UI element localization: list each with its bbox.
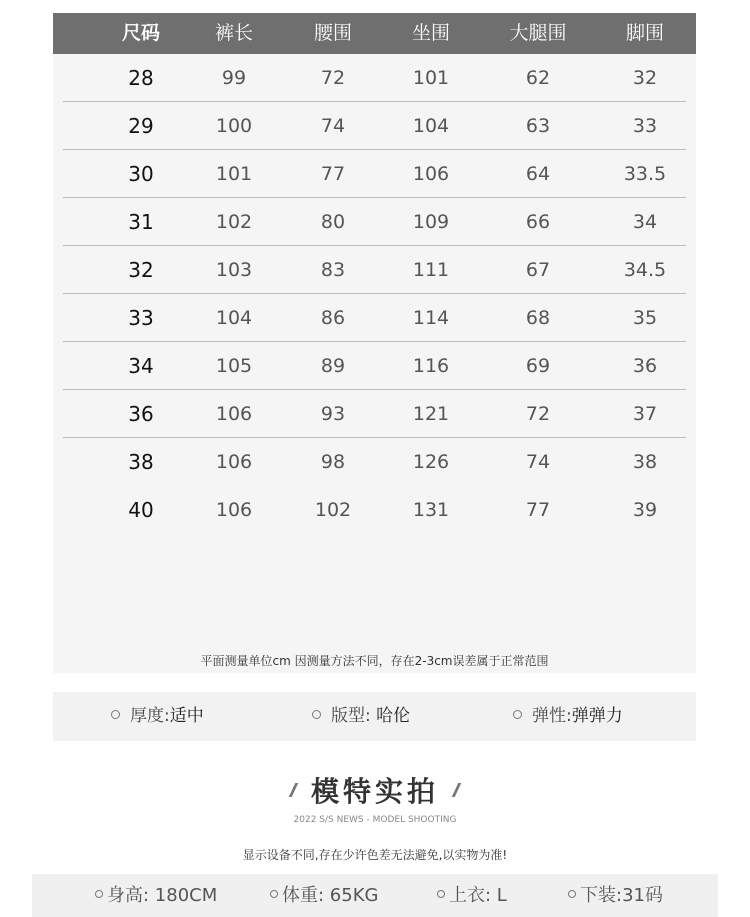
cell-hip: 126: [412, 451, 450, 473]
model-stat-bottom: [568, 874, 663, 917]
cell-waist: 77: [320, 163, 346, 185]
cell-length: 106: [215, 403, 253, 425]
cell-size: 36: [128, 402, 154, 426]
cell-length: 105: [215, 355, 253, 377]
cell-size: 29: [128, 114, 154, 138]
cell-hip: 116: [412, 355, 450, 377]
table-row: [53, 486, 696, 534]
attribute-fit: [312, 692, 410, 741]
table-row: [53, 390, 696, 438]
table-row: [53, 150, 696, 198]
cell-size: 30: [128, 162, 154, 186]
attribute-value: 哈伦: [376, 706, 411, 726]
attribute-value: 适中: [169, 706, 204, 726]
cell-length: 104: [215, 307, 253, 329]
cell-hem: 32: [632, 67, 658, 89]
model-stat-height: [95, 874, 217, 917]
color-disclaimer: 显示设备不同,存在少许色差无法避免,以实物为准!: [242, 848, 508, 862]
cell-thigh: 63: [525, 115, 551, 137]
cell-length: 101: [215, 163, 253, 185]
table-row: [53, 438, 696, 486]
stat-label: 下装:: [580, 885, 623, 906]
cell-size: 40: [128, 498, 154, 522]
measurement-note: 平面测量单位cm 因测量方法不同，存在2-3cm误差属于正常范围: [200, 654, 549, 668]
cell-waist: 98: [320, 451, 346, 473]
circle-bullet-icon: [111, 710, 120, 719]
size-chart-header: [53, 13, 696, 54]
attribute-label: 版型:: [331, 706, 377, 726]
cell-thigh: 72: [525, 403, 551, 425]
cell-length: 106: [215, 499, 253, 521]
cell-hem: 34.5: [623, 259, 667, 281]
fabric-attributes-bar: [53, 692, 696, 741]
model-stat-top: [437, 874, 507, 917]
model-stats-bar: [32, 874, 718, 917]
cell-thigh: 68: [525, 307, 551, 329]
model-section-title: [0, 770, 750, 810]
cell-hip: 121: [412, 403, 450, 425]
cell-waist: 86: [320, 307, 346, 329]
table-row: [53, 246, 696, 294]
cell-hem: 37: [632, 403, 658, 425]
cell-hem: 39: [632, 499, 658, 521]
header-hip: 坐围: [411, 22, 451, 44]
cell-size: 32: [128, 258, 154, 282]
cell-waist: 93: [320, 403, 346, 425]
cell-length: 103: [215, 259, 253, 281]
table-row: [53, 198, 696, 246]
stat-value: 180CM: [154, 885, 218, 906]
cell-length: 100: [215, 115, 253, 137]
circle-bullet-icon: [270, 890, 278, 898]
header-length: 裤长: [214, 22, 254, 44]
stat-value: L: [496, 885, 507, 906]
cell-waist: 102: [314, 499, 352, 521]
cell-hem: 35: [632, 307, 658, 329]
cell-thigh: 77: [525, 499, 551, 521]
table-row: [53, 342, 696, 390]
attribute-elasticity: [513, 692, 623, 741]
circle-bullet-icon: [513, 710, 522, 719]
cell-hem: 38: [632, 451, 658, 473]
cell-length: 102: [215, 211, 253, 233]
cell-hip: 111: [412, 259, 450, 281]
table-row: [53, 54, 696, 102]
cell-hip: 114: [412, 307, 450, 329]
cell-thigh: 62: [525, 67, 551, 89]
cell-size: 38: [128, 450, 154, 474]
cell-size: 28: [128, 66, 154, 90]
header-hem: 脚围: [625, 22, 665, 44]
cell-hip: 101: [412, 67, 450, 89]
cell-waist: 72: [320, 67, 346, 89]
stat-value: 65KG: [329, 885, 379, 906]
table-row: [53, 294, 696, 342]
slash-decoration-icon: [452, 783, 462, 797]
cell-waist: 74: [320, 115, 346, 137]
stat-label: 上衣:: [449, 885, 497, 906]
cell-thigh: 69: [525, 355, 551, 377]
slash-decoration-icon: [289, 783, 299, 797]
cell-length: 106: [215, 451, 253, 473]
attribute-thickness: [111, 692, 204, 741]
cell-hem: 33.5: [623, 163, 667, 185]
stat-label: 体重:: [282, 885, 330, 906]
cell-size: 31: [128, 210, 154, 234]
cell-waist: 83: [320, 259, 346, 281]
cell-thigh: 66: [525, 211, 551, 233]
model-stat-weight: [270, 874, 378, 917]
attribute-label: 厚度:: [130, 706, 170, 726]
cell-hip: 106: [412, 163, 450, 185]
stat-label: 身高:: [107, 885, 155, 906]
cell-hip: 104: [412, 115, 450, 137]
attribute-label: 弹性:: [532, 706, 572, 726]
cell-size: 33: [128, 306, 154, 330]
cell-thigh: 67: [525, 259, 551, 281]
cell-waist: 89: [320, 355, 346, 377]
cell-waist: 80: [320, 211, 346, 233]
table-row: [53, 102, 696, 150]
attribute-value: 弹弹力: [571, 706, 623, 726]
cell-length: 99: [221, 67, 247, 89]
circle-bullet-icon: [437, 890, 445, 898]
circle-bullet-icon: [95, 890, 103, 898]
circle-bullet-icon: [312, 710, 321, 719]
header-thigh: 大腿围: [509, 22, 567, 44]
circle-bullet-icon: [568, 890, 576, 898]
header-size: 尺码: [121, 22, 161, 44]
cell-hem: 36: [632, 355, 658, 377]
cell-hip: 131: [412, 499, 450, 521]
cell-hip: 109: [412, 211, 450, 233]
model-section-subtitle: 2022 S/S NEWS - MODEL SHOOTING: [293, 815, 457, 825]
size-chart-panel: [53, 13, 696, 673]
header-waist: 腰围: [313, 22, 353, 44]
cell-hem: 33: [632, 115, 658, 137]
cell-thigh: 74: [525, 451, 551, 473]
cell-size: 34: [128, 354, 154, 378]
cell-hem: 34: [632, 211, 658, 233]
model-title-text: 模特实拍: [310, 775, 439, 808]
stat-value: 31码: [622, 885, 663, 906]
cell-thigh: 64: [525, 163, 551, 185]
